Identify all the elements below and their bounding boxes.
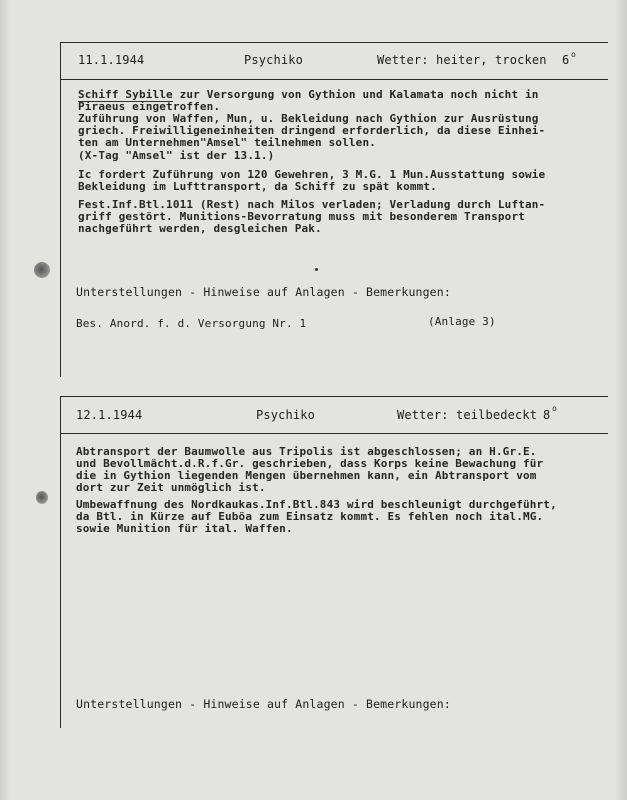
entry1-header-rule	[60, 79, 608, 80]
punch-hole-top	[34, 262, 50, 278]
entry1-line-1-rest: zur Versorgung von Gythion und Kalamata noch nicht in	[172, 88, 539, 101]
entry2-place: Psychiko	[256, 408, 315, 422]
entry1-line-5: ten am Unternehmen"Amsel" teilnehmen sollen.	[78, 136, 376, 149]
entry2-degree-sign: o	[552, 404, 557, 413]
entry2-top-rule	[60, 396, 608, 397]
entry1-line-11: nachgeführt werden, desgleichen Pak.	[78, 222, 322, 235]
entry2-line-2: und Bevollmächt.d.R.f.Gr. geschrieben, dass Korps keine Bewachung für	[76, 457, 544, 470]
entry1-line-4: griech. Freiwilligeneinheiten dringend erforderlich, da diese Einhei-	[78, 124, 546, 137]
punch-hole-bottom	[36, 491, 48, 504]
entry1-line-3: Zuführung von Waffen, Mun, u. Bekleidung nach Gythion zur Ausrüstung	[78, 112, 539, 125]
entry2-line-6: da Btl. in Kürze auf Euböa zum Einsatz kommt. Es fehlen noch ital.MG.	[76, 510, 544, 523]
entry1-line-8: Bekleidung im Lufttransport, da Schiff zu spät kommt.	[78, 180, 437, 193]
entry2-remarks-heading: Unterstellungen - Hinweise auf Anlagen - Bemerkungen:	[76, 697, 451, 711]
entry2-line-4: dort zur Zeit unmöglich ist.	[76, 481, 266, 494]
entry2-line-7: sowie Munition für ital. Waffen.	[76, 522, 293, 535]
entry1-line-6: (X-Tag "Amsel" ist der 13.1.)	[78, 149, 275, 162]
entry1-line-2: Piraeus eingetroffen.	[78, 100, 221, 113]
entry2-temperature: 8	[543, 408, 551, 422]
entry1-temperature: 6	[562, 53, 570, 67]
entry2-line-5: Umbewaffnung des Nordkaukas.Inf.Btl.843 wird beschleunigt durchgeführt,	[76, 498, 557, 511]
entry1-line-10: griff gestört. Munitions-Bevorratung muss mit besonderem Transport	[78, 210, 525, 223]
entry1-remarks-heading: Unterstellungen - Hinweise auf Anlagen - Bemerkungen:	[76, 285, 451, 299]
entry1-remark: Bes. Anord. f. d. Versorgung Nr. 1	[76, 317, 307, 330]
entry1-attachment: (Anlage 3)	[428, 315, 496, 328]
entry1-degree-sign: o	[571, 50, 576, 59]
entry2-weather: Wetter: teilbedeckt	[397, 408, 538, 422]
entry1-line-9: Fest.Inf.Btl.1011 (Rest) nach Milos verladen; Verladung durch Luftan-	[78, 198, 546, 211]
entry1-top-rule	[60, 42, 608, 43]
entry1-place: Psychiko	[244, 53, 303, 67]
entry2-left-rule	[60, 396, 61, 728]
entry1-date: 11.1.1944	[78, 53, 145, 67]
entry2-header-rule	[60, 433, 608, 434]
entry2-line-3: die in Gythion liegenden Mengen übernehmen kann, ein Abtransport vom	[76, 469, 537, 482]
entry1-left-rule	[60, 42, 61, 377]
ship-sybille: Schiff Sybille	[78, 88, 173, 101]
entry2-line-1: Abtransport der Baumwolle aus Tripolis ist abgeschlossen; an H.Gr.E.	[76, 445, 537, 458]
ink-dot	[315, 268, 318, 271]
entry2-date: 12.1.1944	[76, 408, 143, 422]
entry1-weather: Wetter: heiter, trocken	[377, 53, 547, 67]
entry1-line-7: Ic fordert Zuführung von 120 Gewehren, 3 M.G. 1 Mun.Ausstattung sowie	[78, 168, 546, 181]
